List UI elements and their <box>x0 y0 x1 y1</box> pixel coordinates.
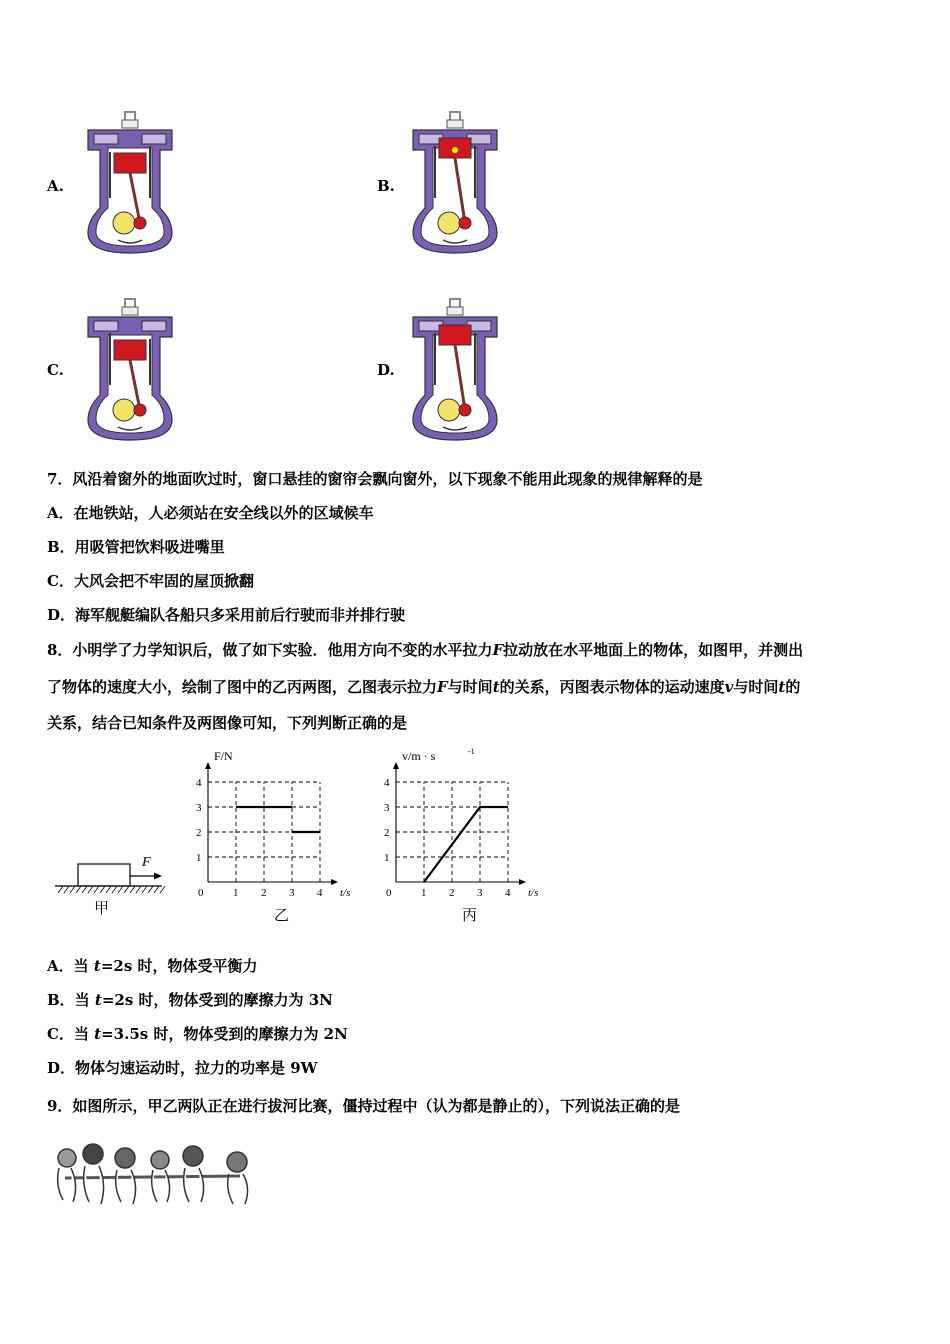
x-tick-label: 2 <box>261 887 267 899</box>
tug-of-war-illustration <box>45 1140 255 1215</box>
q8-b-prefix: B．当 <box>47 991 95 1009</box>
x-tick-label: 4 <box>317 887 323 899</box>
q8-stem-1a: 8．小明学了力学知识后，做了如下实验．他用方向不变的水平拉力 <box>47 641 493 659</box>
q8-c-prefix: C．当 <box>47 1025 95 1043</box>
y-tick-label: 4 <box>384 777 390 789</box>
q7-option-d: D．海军舰艇编队各船只多采用前后行驶而非并排行驶 <box>47 606 406 624</box>
crank-pin <box>459 404 471 416</box>
q8-a-prefix: A．当 <box>47 957 94 975</box>
q8-stem-2t: t <box>492 678 500 696</box>
hatch-mark <box>76 886 81 893</box>
hatch-mark <box>118 886 123 893</box>
q8-d-prefix: D．物体匀速运动时，拉力的功率是 9W <box>47 1059 318 1077</box>
crank-gear <box>438 212 460 234</box>
hatch-mark <box>64 886 69 893</box>
engine-d-graphic <box>413 299 497 440</box>
q8-stem-2c: 的关系，丙图表示物体的运动速度 <box>499 678 725 696</box>
spark-plug <box>125 112 135 120</box>
y-axis-arrow <box>393 762 399 769</box>
chart-caption: 丙 <box>462 908 478 924</box>
y-tick-label: 1 <box>384 852 390 864</box>
q8-stem-2a: 了物体的速度大小，绘制了图中的乙丙两图，乙图表示拉力 <box>47 678 438 696</box>
ground-hatch <box>58 886 165 893</box>
spark-plug <box>450 112 460 120</box>
engine-c-graphic <box>88 299 172 440</box>
hatch-mark <box>94 886 99 893</box>
q8-stem-line2 <box>47 677 800 697</box>
spark-plug-base <box>447 307 463 315</box>
spark-plug <box>450 299 460 307</box>
engine-b-graphic <box>413 112 497 253</box>
q8-b-suffix: =2s 时，物体受到的摩擦力为 3N <box>101 991 333 1009</box>
q8-option-d <box>47 1058 318 1078</box>
x-axis-label: t/s <box>528 887 539 899</box>
q7-option-c: C．大风会把不牢固的屋顶掀翻 <box>47 572 254 590</box>
hatch-mark <box>82 886 87 893</box>
hatch-mark <box>124 886 129 893</box>
crank-pin <box>134 217 146 229</box>
y-axis-label: F/N <box>214 749 233 763</box>
option-a-label: A. <box>47 177 64 195</box>
x-axis-arrow <box>331 879 338 885</box>
engine-diagram-c <box>80 295 180 445</box>
q8-option-a <box>47 956 258 976</box>
chart-yi <box>190 742 365 927</box>
option-c-label: C. <box>47 361 64 379</box>
x-axis-label: t/s <box>340 887 351 899</box>
q7-option-a: A．在地铁站，人必须站在安全线以外的区域候车 <box>47 504 374 522</box>
origin-label: 0 <box>198 887 204 899</box>
piston <box>114 153 146 173</box>
q8-stem-2b: 与时间 <box>447 678 493 696</box>
q8-c-var: t <box>94 1025 102 1043</box>
engine-diagram-d <box>405 295 505 445</box>
spark-plug-base <box>122 307 138 315</box>
y-axis-label: v/m · s <box>402 749 436 763</box>
crank-pin <box>459 217 471 229</box>
y-tick-label: 1 <box>196 852 202 864</box>
q8-stem-line3: 关系，结合已知条件及两图像可知，下列判断正确的是 <box>47 714 408 732</box>
x-tick-label: 3 <box>289 887 295 899</box>
force-arrow-head <box>154 873 162 880</box>
block <box>78 864 130 886</box>
y-tick-label: 2 <box>196 827 202 839</box>
hatch-mark <box>100 886 105 893</box>
x-tick-label: 1 <box>233 887 239 899</box>
x-tick-label: 1 <box>421 887 427 899</box>
q8-stem-2F: F <box>437 678 448 696</box>
figure-jia <box>50 850 170 920</box>
y-tick-label: 4 <box>196 777 202 789</box>
hatch-mark <box>136 886 141 893</box>
hatch-mark <box>88 886 93 893</box>
hatch-mark <box>58 886 63 893</box>
y-tick-label: 3 <box>196 802 202 814</box>
piston <box>439 325 471 345</box>
spark <box>452 147 458 153</box>
exhaust-port <box>142 321 166 331</box>
piston <box>114 340 146 360</box>
q8-stem-1F: F <box>492 641 504 659</box>
x-tick-label: 3 <box>477 887 483 899</box>
option-b-label: B. <box>377 177 395 195</box>
hatch-mark <box>154 886 159 893</box>
x-tick-label: 4 <box>505 887 511 899</box>
spark-plug-base <box>122 120 138 128</box>
hatch-mark <box>130 886 135 893</box>
hatch-mark <box>142 886 147 893</box>
q8-stem-1b: 拉动放在水平地面上的物体，如图甲，并测出 <box>503 641 804 659</box>
q8-a-var: t <box>93 957 101 975</box>
chart-bing <box>378 742 558 927</box>
q7-option-b: B．用吸管把饮料吸进嘴里 <box>47 538 225 556</box>
x-tick-label: 2 <box>449 887 455 899</box>
q8-stem-2d: 与时间 <box>733 678 779 696</box>
team-figures <box>58 1144 248 1204</box>
spark-plug-base <box>447 120 463 128</box>
engine-diagram-a <box>80 108 180 258</box>
y-tick-label: 3 <box>384 802 390 814</box>
q8-c-suffix: =3.5s 时，物体受到的摩擦力为 2N <box>101 1025 348 1043</box>
caption-jia: 甲 <box>94 901 110 917</box>
crank-pin <box>134 404 146 416</box>
hatch-mark <box>106 886 111 893</box>
crank-gear <box>438 399 460 421</box>
hatch-mark <box>148 886 153 893</box>
spark-plug <box>125 299 135 307</box>
hatch-mark <box>112 886 117 893</box>
force-label: F <box>142 855 151 870</box>
q8-stem-2t2: t <box>778 678 786 696</box>
crank-gear <box>113 399 135 421</box>
q9-stem: 9．如图所示，甲乙两队正在进行拔河比赛，僵持过程中（认为都是静止的），下列说法正确的是 <box>47 1097 680 1115</box>
engine-diagram-b <box>405 108 505 258</box>
hatch-mark <box>160 886 165 893</box>
q8-option-c <box>47 1024 348 1044</box>
q8-stem-2v: v <box>724 678 734 696</box>
option-d-label: D. <box>377 361 395 379</box>
series-line-1 <box>424 807 508 882</box>
y-axis-label-sup: -1 <box>468 747 475 756</box>
chart-caption: 乙 <box>274 908 290 924</box>
q8-stem-2e: 的 <box>785 678 801 696</box>
intake-port <box>94 134 118 144</box>
q8-b-var: t <box>94 991 102 1009</box>
hatch-mark <box>70 886 75 893</box>
intake-port <box>94 321 118 331</box>
y-axis-arrow <box>205 762 211 769</box>
q8-a-suffix: =2s 时，物体受平衡力 <box>100 957 258 975</box>
exhaust-port <box>142 134 166 144</box>
q8-option-b <box>47 990 333 1010</box>
q8-stem-line1 <box>47 640 803 660</box>
origin-label: 0 <box>386 887 392 899</box>
crank-gear <box>113 212 135 234</box>
q7-stem: 7．风沿着窗外的地面吹过时，窗口悬挂的窗帘会飘向窗外，以下现象不能用此现象的规律解释的是 <box>47 470 703 488</box>
engine-a-graphic <box>88 112 172 253</box>
x-axis-arrow <box>519 879 526 885</box>
y-tick-label: 2 <box>384 827 390 839</box>
